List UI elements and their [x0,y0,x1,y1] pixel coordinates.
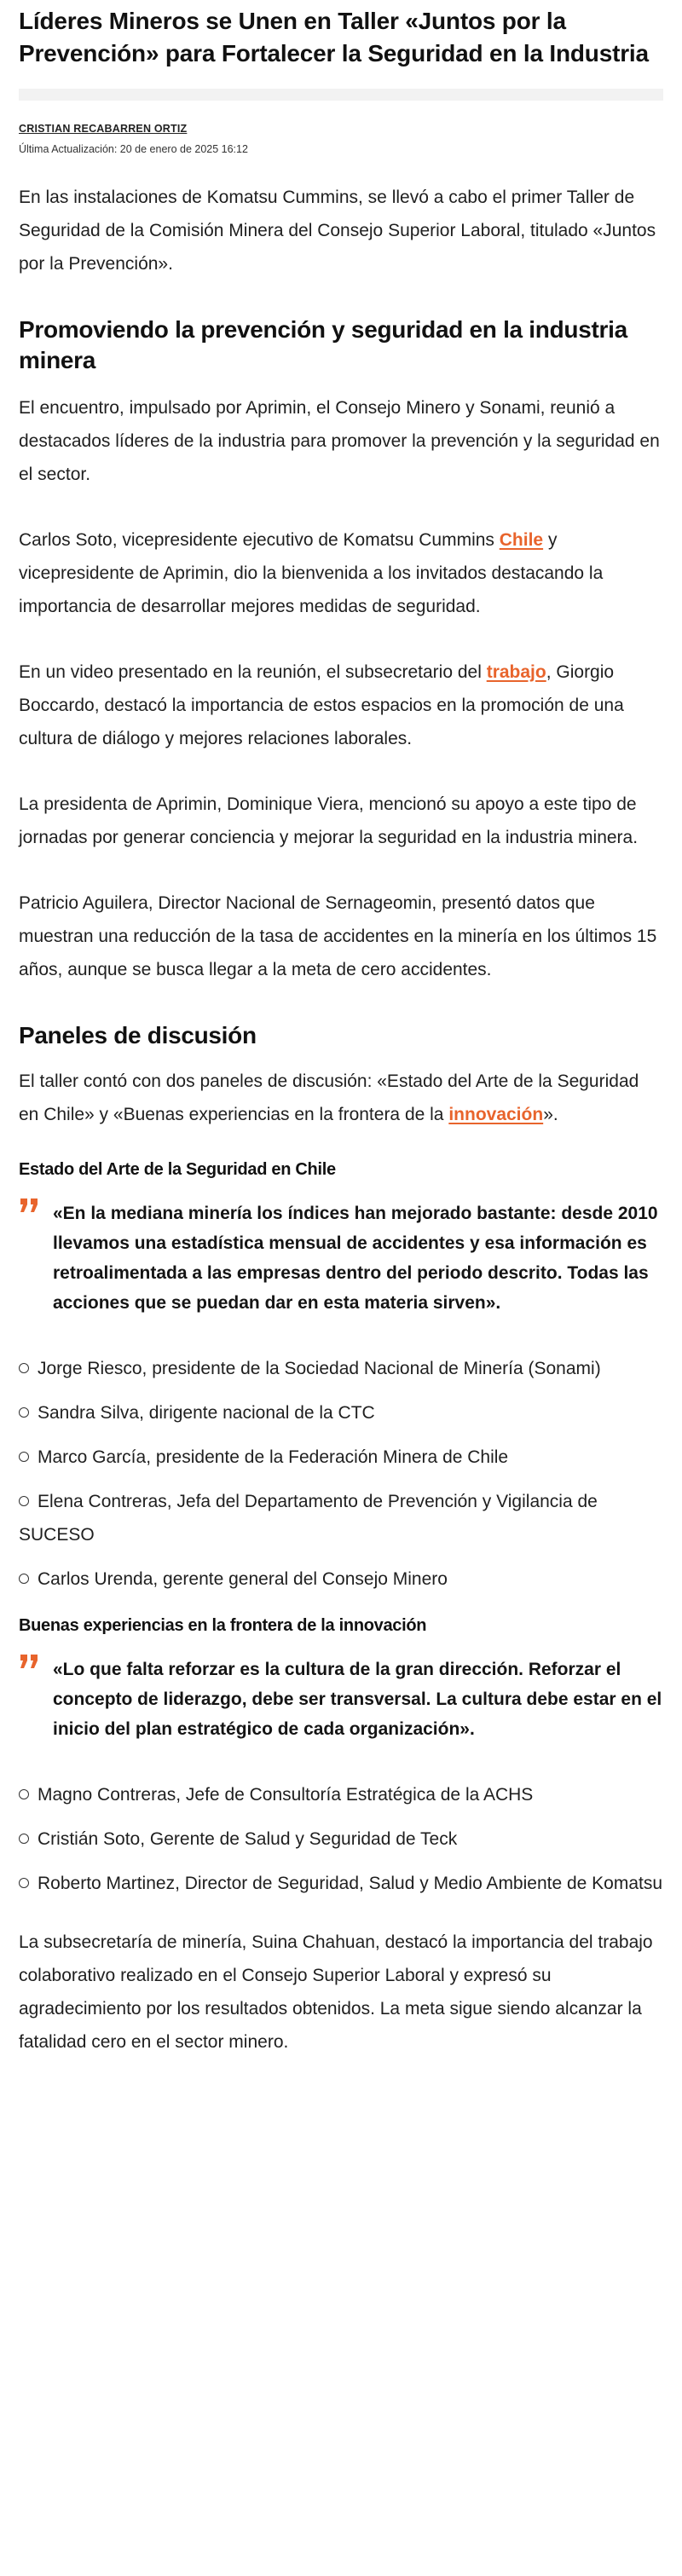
paragraph-carlos-soto: Carlos Soto, vicepresidente ejecutivo de Komatsu Cummins Chile y vicepresidente de Aprimin, dio la bienvenida a los invitados destacando la importancia de desarrollar mejores medidas de seguridad. [19,530,604,616]
article-title: Líderes Mineros se Unen en Taller «Juntos por la Prevención» para Fortalecer la Seguridad en la Industria [19,8,649,66]
paragraph-paneles: El taller contó con dos paneles de discusión: «Estado del Arte de la Seguridad en Chile» y «Buenas experiencias en la frontera de la innovación». [19,1071,639,1124]
panel-2-participants [19,1778,663,1900]
circle-bullet-icon [19,1834,29,1844]
circle-bullet-icon [19,1363,29,1373]
quote-mark-icon [19,1195,41,1217]
list-item: Elena Contreras, Jefa del Departamento de Prevención y Vigilancia de SUCESO [19,1492,598,1545]
intro-paragraph: En las instalaciones de Komatsu Cummins, se llevó a cabo el primer Taller de Seguridad de la Comisión Minera del Consejo Superior Laboral, titulado «Juntos por la Prevención». [19,188,656,274]
panel-heading-estado: Estado del Arte de la Seguridad en Chile [19,1160,336,1179]
link-trabajo[interactable]: trabajo [486,662,546,682]
quote-text: «Lo que falta reforzar es la cultura de la gran dirección. Reforzar el concepto de liderazgo, debe ser transversal. La cultura debe estar en el inicio del plan estratégico de cada organización». [53,1660,662,1739]
header-divider [19,89,663,101]
list-item: Magno Contreras, Jefe de Consultoría Estratégica de la ACHS [19,1778,663,1811]
blockquote-panel-2 [19,1655,663,1744]
circle-bullet-icon [19,1496,29,1506]
list-item: Marco García, presidente de la Federación Minera de Chile [19,1441,663,1474]
circle-bullet-icon [19,1878,29,1888]
list-item: Roberto Martinez, Director de Seguridad, Salud y Medio Ambiente de Komatsu [19,1867,663,1900]
paragraph-aprimin: La presidenta de Aprimin, Dominique Viera, mencionó su apoyo a este tipo de jornadas por generar conciencia y mejorar la seguridad en la industria minera. [19,794,639,847]
circle-bullet-icon [19,1789,29,1799]
link-innovacion[interactable]: innovación [448,1105,544,1124]
quote-text: «En la mediana minería los índices han mejorado bastante: desde 2010 llevamos una estadística mensual de accidentes y esa información es retroalimentada a las empresas dentro del periodo descrito. Todas las acciones que se puedan dar en esta materia sirven». [53,1204,658,1313]
circle-bullet-icon [19,1574,29,1584]
circle-bullet-icon [19,1452,29,1462]
paragraph-encuentro: El encuentro, impulsado por Aprimin, el Consejo Minero y Sonami, reunió a destacados líderes de la industria para promover la prevención y la seguridad en el sector. [19,398,660,484]
paragraph-subsecretario: En un video presentado en la reunión, el subsecretario del trabajo, Giorgio Boccardo, destacó la importancia de estos espacios en la promoción de una cultura de diálogo y mejores relaciones laborales. [19,662,624,748]
list-item: Jorge Riesco, presidente de la Sociedad Nacional de Minería (Sonami) [19,1352,663,1385]
circle-bullet-icon [19,1407,29,1418]
closing-paragraph: La subsecretaría de minería, Suina Chahuan, destacó la importancia del trabajo colaborativo realizado en el Consejo Superior Laboral y expresó su agradecimiento por los resultados obtenidos. La meta sigue siendo alcanzar la fatalidad cero en el sector minero. [19,1932,653,2052]
blockquote-panel-1 [19,1198,663,1318]
paragraph-sernageomin: Patricio Aguilera, Director Nacional de Sernageomin, presentó datos que muestran una reducción de la tasa de accidentes en la minería en los últimos 15 años, aunque se busca llegar a la meta de cero accidentes. [19,893,657,979]
section-heading-paneles: Paneles de discusión [19,1022,257,1048]
link-chile[interactable]: Chile [499,530,544,550]
panel-heading-innovacion: Buenas experiencias en la frontera de la innovación [19,1616,427,1635]
list-item: Carlos Urenda, gerente general del Consejo Minero [19,1562,663,1596]
updated-timestamp: Última Actualización: 20 de enero de 2025 16:12 [19,143,248,155]
list-item: Cristián Soto, Gerente de Salud y Seguridad de Teck [19,1822,663,1856]
panel-1-participants [19,1352,663,1596]
section-heading-prevencion: Promoviendo la prevención y seguridad en la industria minera [19,316,627,373]
quote-mark-icon [19,1651,41,1673]
list-item: Sandra Silva, dirigente nacional de la CTC [19,1396,663,1430]
author-link[interactable]: CRISTIAN RECABARREN ORTIZ [19,123,188,135]
